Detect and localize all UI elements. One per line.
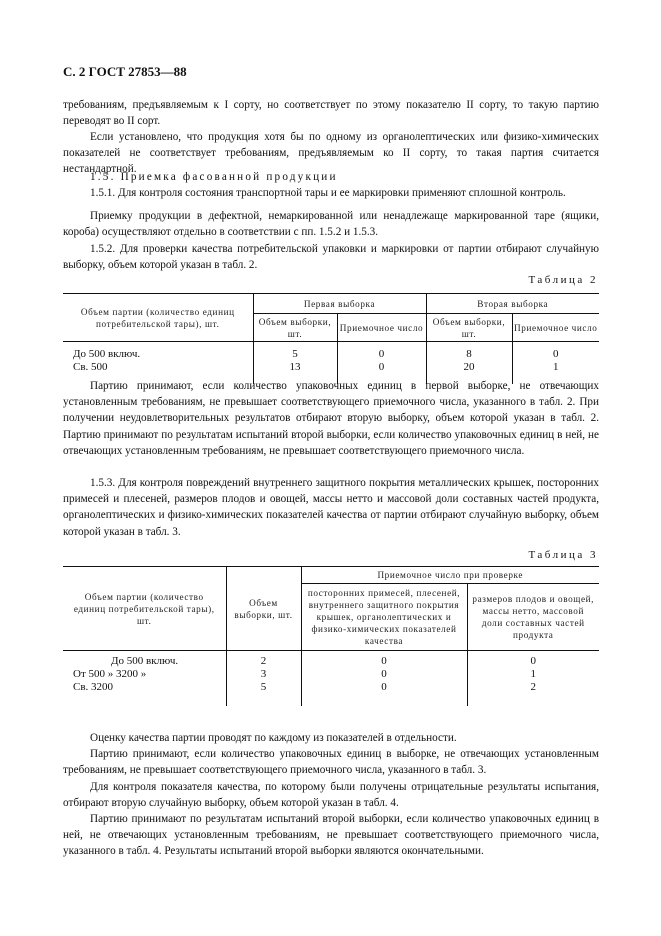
table-cell: 5 <box>253 342 337 362</box>
section-heading: 1.5. Приемка фасованной продукции <box>90 171 338 183</box>
table-row <box>63 651 599 669</box>
column-header: Объем партии (количество единиц потребительской тары), шт. <box>63 567 226 651</box>
column-header: Объем выборки, шт. <box>253 314 337 342</box>
paragraph: Оценку качества партии проводят по каждому из показателей в отдельности. <box>90 732 457 744</box>
table-cell: 0 <box>337 342 426 362</box>
table-row <box>63 668 599 681</box>
table-caption: Таблица 3 <box>528 549 598 561</box>
paragraph: Приемку продукции в дефектной, немаркированной или ненадлежаще маркированной таре (ящики, короба) осуществляют отдельно в соответствии с пп. 1.5.2 и 1.5.3. <box>63 210 599 239</box>
paragraph: 1.5.3. Для контроля повреждений внутреннего защитного покрытия металлических крышек, посторонних примесей и плесеней, размеров плодов и овощей, массы нетто и массовой доли составных частей продукта, органолептических и физико-химических показателей качества от партии отбирают случайную выборку, объем которой указан в табл. 3. <box>63 477 599 538</box>
column-header: Приемочное число <box>512 314 599 342</box>
table-cell: 20 <box>426 361 512 384</box>
column-group-header: Первая выборка <box>253 294 426 314</box>
table-cell: 0 <box>301 651 467 669</box>
column-header: Объем выборки, шт. <box>426 314 512 342</box>
column-header: посторонних примесей, плесеней, внутреннего защитного покрытия крышек, органолептических и физико-химических показателей качества <box>301 584 467 651</box>
table-2 <box>63 293 599 384</box>
paragraph: Партию принимают, если количество упаковочных единиц в первой выборке, не отвечающих установленным требованиям, не превышает соответствующего приемочного числа, указанного в табл. 2. При получении неудовлетворительных результатов отбирают вторую выборку, объем которой указан в табл. 2. Партию принимают по результатам испытаний второй выборки, если количество упаковочных единиц в ней, не отвечающих установленным требованиям, не превышает соответствующего приемочного числа. <box>63 380 599 457</box>
table-row <box>63 681 599 706</box>
table-cell: 1 <box>467 668 599 681</box>
table-cell: 0 <box>337 361 426 384</box>
column-header: Объем партии (количество единиц потребительской тары), шт. <box>63 294 253 342</box>
paragraph: 1.5.1. Для контроля состояния транспортной тары и ее маркировки применяют сплошной контроль. <box>90 187 566 199</box>
column-group-header: Вторая выборка <box>426 294 599 314</box>
column-header: Объем выборки, шт. <box>226 567 301 651</box>
column-group-header: Приемочное число при проверке <box>301 567 599 584</box>
table-caption: Таблица 2 <box>528 274 598 286</box>
table-cell: 13 <box>253 361 337 384</box>
table-cell: От 500 » 3200 » <box>73 668 147 680</box>
table-3 <box>63 566 599 706</box>
paragraph: требованиям, предъявляемым к I сорту, но соответствует по этому показателю II сорту, то такую партию переводят во II сорт. <box>63 99 599 128</box>
table-cell: 2 <box>226 651 301 669</box>
paragraph: Если установлено, что продукция хотя бы по одному из органолептических или физико-химических показателей не соответствует требованиям, предъявляемым ко II сорту, то такая партия считается нестандартной. <box>63 131 599 176</box>
table-cell: 5 <box>226 681 301 706</box>
table-cell: 0 <box>512 342 599 362</box>
table-cell: 0 <box>301 668 467 681</box>
paragraph: Партию принимают, если количество упаковочных единиц в выборке, не отвечающих установленным требованиям, не превышает соответствующего приемочного числа, указанного в табл. 3. <box>63 748 599 777</box>
table-cell: До 500 включ. <box>111 655 179 667</box>
paragraph: Для контроля показателя качества, по которому были получены отрицательные результаты испытания, отбирают вторую случайную выборку, объем которой указан в табл. 4. <box>63 781 599 810</box>
table-cell: 8 <box>426 342 512 362</box>
column-header: размеров плодов и овощей, массы нетто, массовой доли составных частей продукта <box>467 584 599 651</box>
table-cell: 2 <box>467 681 599 706</box>
paragraph: Партию принимают по результатам испытаний второй выборки, если количество упаковочных единиц в ней, не отвечающих установленным требованиям, не превышает соответствующего приемочного числа, указанного в табл. 4. Результаты испытаний второй выборки являются окончательными. <box>63 813 599 858</box>
page-header: С. 2 ГОСТ 27853—88 <box>63 64 187 79</box>
table-cell: Св. 500 <box>73 361 108 373</box>
table-cell: 0 <box>467 651 599 669</box>
column-header: Приемочное число <box>337 314 426 342</box>
paragraph: 1.5.2. Для проверки качества потребительской упаковки и маркировки от партии отбирают случайную выборку, объем которой указан в табл. 2. <box>63 243 599 272</box>
table-row <box>63 342 599 362</box>
table-cell: Св. 3200 <box>73 681 114 693</box>
table-cell: 1 <box>512 361 599 384</box>
table-cell: До 500 включ. <box>73 348 141 360</box>
table-cell: 0 <box>301 681 467 706</box>
table-cell: 3 <box>226 668 301 681</box>
